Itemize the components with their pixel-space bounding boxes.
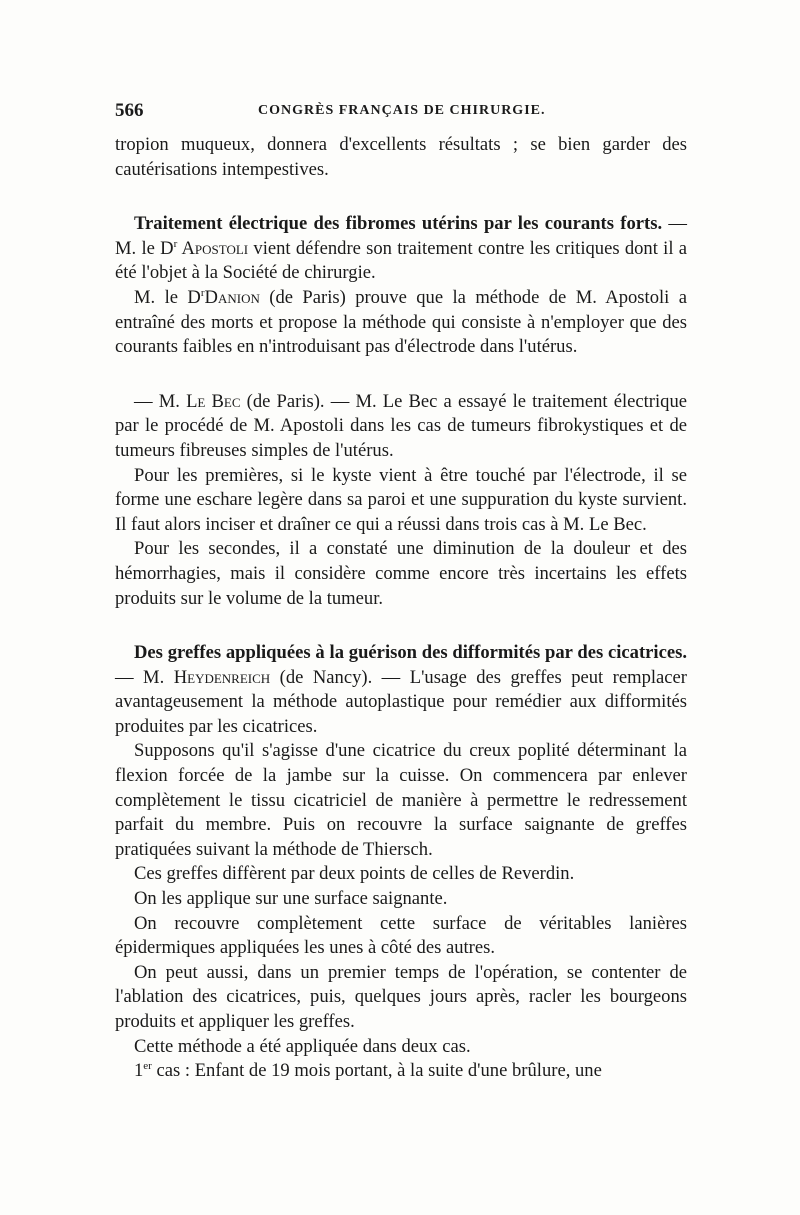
text-run: — M. le D	[115, 213, 687, 259]
text-run: vient défendre son traitement contre les critiques dont il a été l'objet à la Société de chirurgie.	[115, 237, 688, 284]
paragraph: Pour les premières, si le kyste vient à être touché par l'électrode, il se forme une eschare legère dans sa paroi et une suppuration du kyste survient. Il faut alors inciser et draîner ce qui a réussi dans trois cas à M. Le Bec.	[115, 464, 687, 535]
text-run: M. le D	[134, 286, 201, 308]
paragraph	[115, 1059, 687, 1084]
superscript: er	[143, 1060, 152, 1072]
running-head: CONGRÈS FRANÇAIS DE CHIRURGIE.	[258, 103, 546, 118]
author-name: Heydenreich	[173, 666, 271, 688]
paragraph: Cette méthode a été appliquée dans deux cas.	[134, 1035, 471, 1057]
section-le-bec	[115, 390, 687, 464]
text-run: — M.	[115, 666, 174, 688]
paragraph: On recouvre complètement cette surface de véritables lanières épidermiques appliquées les unes à côté des autres.	[115, 912, 687, 959]
paragraph: On les applique sur une surface saignante.	[134, 888, 448, 910]
section-title: Des greffes appliquées à la guérison des difformités par des cicatrices.	[134, 642, 687, 664]
author-name: Danion	[204, 286, 260, 308]
continuation-paragraph: tropion muqueux, donnera d'excellents résultats ; se bien garder des cautérisations intempestives.	[115, 134, 687, 180]
text-run: 1	[134, 1060, 144, 1082]
text-run: (de Paris) prouve que la méthode de M. Apostoli a entraîné des morts et propose la méthode qui consiste à n'employer que des courants faibles en n'introduisant pas d'électrode dans l'utérus.	[115, 286, 687, 358]
page-number: 566	[115, 100, 144, 121]
text-run: — M.	[134, 390, 187, 412]
section-greffes	[115, 641, 687, 739]
paragraph: On peut aussi, dans un premier temps de l'opération, se contenter de l'ablation des cicatrices, puis, quelques jours après, racler les bourgeons produits et appliquer les greffes.	[115, 961, 687, 1032]
page-header	[115, 100, 685, 124]
paragraph: Ces greffes diffèrent par deux points de celles de Reverdin.	[134, 863, 575, 885]
text-run: (de Nancy). — L'usage des greffes peut remplacer avantageusement la méthode autoplastique pour remédier aux difformités produites par les cicatrices.	[115, 666, 687, 737]
text-run: cas : Enfant de 19 mois portant, à la suite d'une brûlure, une	[151, 1060, 602, 1082]
paragraph: Supposons qu'il s'agisse d'une cicatrice du creux poplité déterminant la flexion forcée de la jambe sur la cuisse. On commencera par enlever complètement le tissu cicatriciel de manière à permettre le redressement parfait du membre. Puis on recouvre la surface saignante de greffes pratiquées suivant la méthode de Thiersch.	[115, 740, 687, 860]
paragraph	[115, 286, 687, 360]
paragraph: Pour les secondes, il a constaté une diminution de la douleur et des hémorrhagies, mais il considère comme encore très incertains les effets produits sur le volume de la tumeur.	[115, 538, 687, 609]
superscript: r	[200, 286, 205, 299]
text-run: (de Paris). — M. Le Bec a essayé le traitement électrique par le procédé de M. Apostoli dans les cas de tumeurs fibrokystiques et de tumeurs fibreuses simples de l'utérus.	[115, 390, 687, 461]
section-electric-fibromes	[115, 212, 687, 286]
author-name: Le Bec	[186, 390, 241, 412]
section-title: Traitement électrique des fibromes utérins par les courants forts.	[134, 213, 663, 235]
author-name: Apostoli	[177, 237, 249, 259]
superscript: r	[173, 237, 178, 250]
page-body	[115, 133, 687, 1084]
